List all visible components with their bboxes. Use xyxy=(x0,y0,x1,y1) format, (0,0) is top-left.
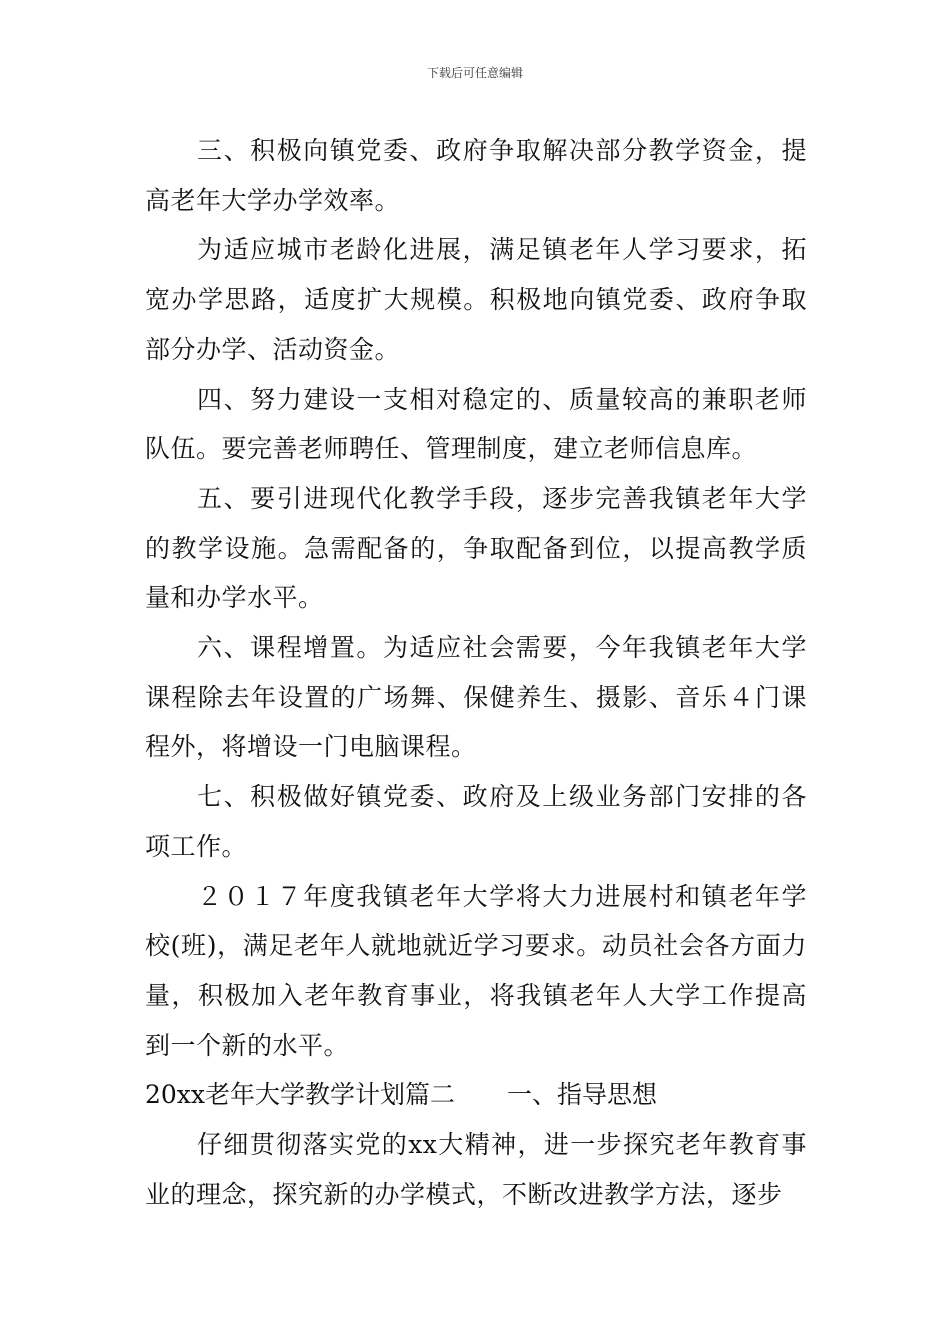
page-header: 下载后可任意编辑 xyxy=(426,66,523,80)
paragraph-item-4: 四、努力建设一支相对稳定的、质量较高的兼职老师队伍。要完善老师聘任、管理制度，建立老师信息库。 xyxy=(145,384,807,464)
paragraph-item-5: 五、要引进现代化教学手段，逐步完善我镇老年大学的教学设施。急需配备的，争取配备到位，以提高教学质量和办学水平。 xyxy=(145,483,807,613)
section-title: 20xx老年大学教学计划篇二 xyxy=(145,1080,456,1110)
paragraph-2017-plan: ２０１７年度我镇老年大学将大力进展村和镇老年学校(班)，满足老年人就地就近学习要求。动员社会各方面力量，积极加入老年教育事业，将我镇老年人大学工作提高到一个新的水平。 xyxy=(145,881,807,1060)
paragraph-item-7: 七、积极做好镇党委、政府及上级业务部门安排的各项工作。 xyxy=(145,782,807,861)
paragraph-item-6: 六、课程增置。为适应社会需要，今年我镇老年大学课程除去年设置的广场舞、保健养生、摄影、音乐４门课程外，将增设一门电脑课程。 xyxy=(145,633,807,762)
section-title-line xyxy=(145,1070,807,1120)
paragraph-item-3: 三、积极向镇党委、政府争取解决部分教学资金，提高老年大学办学效率。 xyxy=(145,136,807,215)
document-body xyxy=(145,126,807,1219)
paragraph-guiding-idea: 仔细贯彻落实党的xx大精神，进一步探究老年教育事业的理念，探究新的办学模式，不断改进教学方法，逐步 xyxy=(145,1130,807,1209)
paragraph-city-aging: 为适应城市老龄化进展，满足镇老年人学习要求，拓宽办学思路，适度扩大规模。积极地向镇党委、政府争取部分办学、活动资金。 xyxy=(145,235,807,364)
section-heading: 一、指导思想 xyxy=(507,1080,658,1110)
